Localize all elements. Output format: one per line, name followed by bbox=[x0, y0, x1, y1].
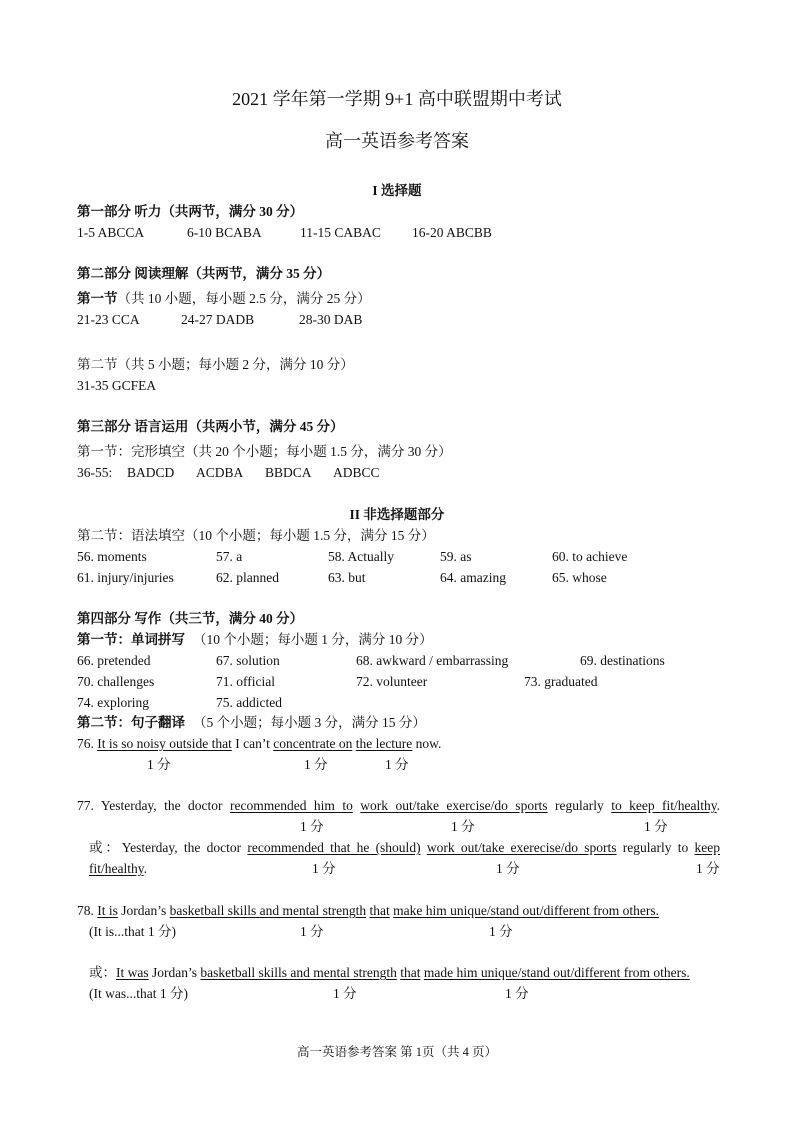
section-1-heading: I 选择题 bbox=[372, 183, 422, 198]
q78-answer: 78. It is Jordan’s basketball skills and mental strength that make him unique/stand out/different from others. bbox=[77, 903, 660, 918]
spelling-answer: 74. exploring bbox=[77, 695, 149, 710]
spelling-answer: 69. destinations bbox=[580, 653, 665, 668]
spelling-answer: 68. awkward / embarrassing bbox=[356, 653, 509, 668]
spelling-answer: 71. official bbox=[216, 674, 275, 689]
grammar-answer: 56. moments bbox=[77, 549, 147, 564]
spelling-answer: 72. volunteer bbox=[356, 674, 428, 689]
q78-alt-points: 1 分 bbox=[333, 986, 357, 1001]
q77-alt-points: 1 分 bbox=[312, 861, 336, 876]
part-2-sec1-answer: 24-27 DADB bbox=[181, 312, 255, 327]
exam-title: 2021 学年第一学期 9+1 高中联盟期中考试 bbox=[232, 89, 562, 109]
q77-answer: 77. Yesterday, the doctor recommended him to work out/take exercise/do sports regularly to keep fit/healthy. bbox=[77, 798, 721, 813]
q78-alt-note: (It was...that 1 分) bbox=[89, 986, 188, 1001]
q77-alt-points: 1 分 bbox=[696, 861, 720, 876]
q76-points: 1 分 bbox=[304, 757, 328, 772]
q78-note: (It is...that 1 分) bbox=[89, 924, 176, 939]
cloze-answer: ADBCC bbox=[333, 465, 380, 480]
part-2-sec1-heading: 第一节（共 10 小题，每小题 2.5 分，满分 25 分） bbox=[77, 291, 371, 306]
q78-alt-points: 1 分 bbox=[505, 986, 529, 1001]
grammar-answer: 61. injury/injuries bbox=[77, 570, 174, 585]
part-4-heading: 第四部分 写作（共三节，满分 40 分） bbox=[77, 611, 304, 626]
translation-heading: 第二节：句子翻译 （5 个小题；每小题 3 分，满分 15 分） bbox=[77, 715, 426, 730]
q77-alt-answer-cont: fit/healthy. bbox=[89, 861, 147, 876]
grammar-answer: 60. to achieve bbox=[552, 549, 628, 564]
grammar-answer: 57. a bbox=[216, 549, 243, 564]
grammar-answer: 62. planned bbox=[216, 570, 279, 585]
spelling-answer: 67. solution bbox=[216, 653, 280, 668]
q77-points: 1 分 bbox=[300, 819, 324, 834]
q78-points: 1 分 bbox=[300, 924, 324, 939]
spelling-answer: 73. graduated bbox=[524, 674, 598, 689]
page-footer: 高一英语参考答案 第 1页（共 4 页） bbox=[296, 1045, 497, 1059]
spelling-answer: 70. challenges bbox=[77, 674, 155, 689]
spelling-answer: 66. pretended bbox=[77, 653, 151, 668]
q76-answer: 76. It is so noisy outside that I can’t concentrate on the lecture now. bbox=[77, 736, 442, 751]
q77-alt-answer: 或：Yesterday, the doctor recommended that he (should) work out/take exerecise/do sports regularly to keep bbox=[89, 840, 720, 855]
spelling-heading: 第一节：单词拼写 （10 个小题；每小题 1 分，满分 10 分） bbox=[77, 632, 433, 647]
document-subtitle: 高一英语参考答案 bbox=[325, 131, 469, 151]
part-2-heading: 第二部分 阅读理解（共两节，满分 35 分） bbox=[77, 266, 331, 281]
q76-points: 1 分 bbox=[385, 757, 409, 772]
grammar-heading: 第二节：语法填空（10 个小题；每小题 1.5 分，满分 15 分） bbox=[77, 528, 435, 543]
cloze-answer: BBDCA bbox=[265, 465, 312, 480]
spelling-answer: 75. addicted bbox=[216, 695, 282, 710]
part-2-sec2-answer: 31-35 GCFEA bbox=[77, 378, 157, 393]
part-2-sec1-answer: 28-30 DAB bbox=[299, 312, 363, 327]
q78-alt-answer: 或：It was Jordan’s basketball skills and mental strength that made him unique/stand out/different from others. bbox=[89, 965, 690, 980]
part-1-answer: 11-15 CABAC bbox=[300, 225, 381, 240]
q77-points: 1 分 bbox=[451, 819, 475, 834]
q77-points: 1 分 bbox=[644, 819, 668, 834]
q77-alt-points: 1 分 bbox=[496, 861, 520, 876]
part-2-sec1-answer: 21-23 CCA bbox=[77, 312, 140, 327]
part-2-sec2-heading: 第二节（共 5 小题；每小题 2 分，满分 10 分） bbox=[77, 357, 354, 372]
grammar-answer: 63. but bbox=[328, 570, 366, 585]
q76-points: 1 分 bbox=[147, 757, 171, 772]
grammar-answer: 64. amazing bbox=[440, 570, 506, 585]
part-1-answer: 16-20 ABCBB bbox=[412, 225, 492, 240]
grammar-answer: 65. whose bbox=[552, 570, 607, 585]
grammar-answer: 59. as bbox=[440, 549, 472, 564]
part-1-answer: 6-10 BCABA bbox=[187, 225, 262, 240]
q78-points: 1 分 bbox=[489, 924, 513, 939]
section-2-heading: II 非选择题部分 bbox=[349, 507, 445, 522]
part-1-heading: 第一部分 听力（共两节，满分 30 分） bbox=[77, 204, 304, 219]
part-3-heading: 第三部分 语言运用（共两小节，满分 45 分） bbox=[77, 419, 344, 434]
part-3-sec1-heading: 第一节：完形填空（共 20 个小题；每小题 1.5 分，满分 30 分） bbox=[77, 444, 452, 459]
grammar-answer: 58. Actually bbox=[328, 549, 394, 564]
part-1-answer: 1-5 ABCCA bbox=[77, 225, 145, 240]
cloze-label: 36-55: bbox=[77, 465, 113, 480]
cloze-answer: ACDBA bbox=[196, 465, 244, 480]
cloze-answer: BADCD bbox=[127, 465, 175, 480]
